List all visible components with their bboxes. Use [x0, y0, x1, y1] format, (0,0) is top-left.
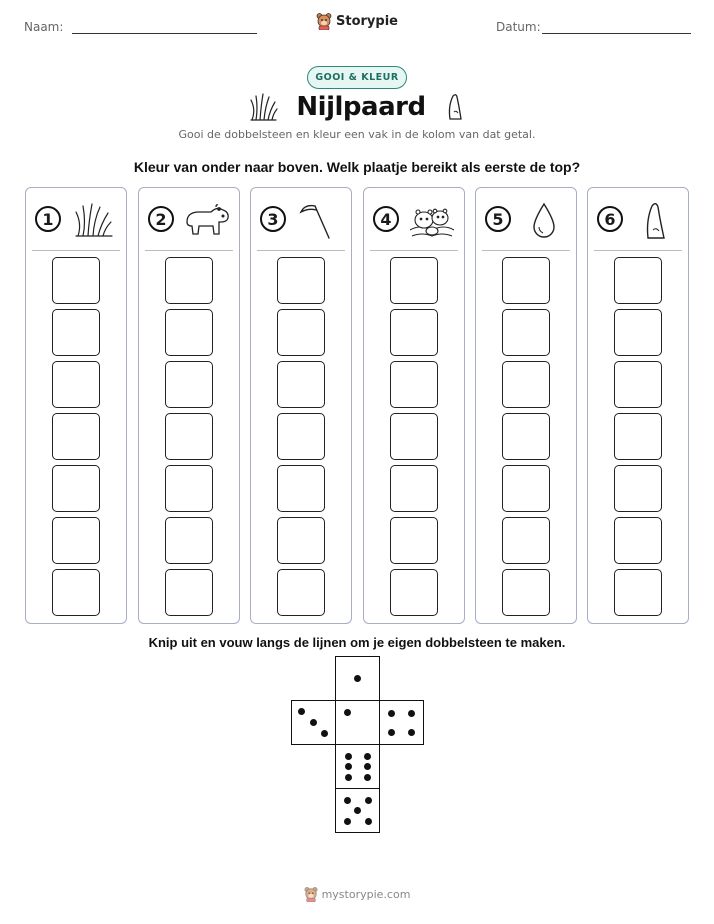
tooth-icon	[632, 200, 680, 240]
color-cell[interactable]	[502, 413, 550, 460]
color-cell[interactable]	[390, 309, 438, 356]
dice-pip	[354, 675, 361, 682]
color-cell[interactable]	[614, 517, 662, 564]
dice-face-6	[335, 744, 380, 789]
grass-icon	[248, 92, 278, 122]
color-cell[interactable]	[502, 569, 550, 616]
color-cell[interactable]	[165, 413, 213, 460]
dice-pip	[388, 729, 395, 736]
dice-pip	[345, 763, 352, 770]
dice-pip	[364, 753, 371, 760]
color-cell[interactable]	[52, 309, 100, 356]
dice-pip	[345, 774, 352, 781]
dice-pip	[344, 709, 351, 716]
dice-pip	[321, 730, 328, 737]
dice-pip	[364, 774, 371, 781]
dice-pip	[298, 708, 305, 715]
dice-pip	[345, 753, 352, 760]
color-cell[interactable]	[277, 309, 325, 356]
dice-face-1	[335, 700, 380, 745]
dice-pip	[365, 797, 372, 804]
footer	[0, 886, 714, 902]
title-row	[0, 92, 714, 122]
name-label: Naam:	[24, 20, 64, 34]
column-3	[250, 187, 352, 624]
color-cell[interactable]	[52, 257, 100, 304]
dice-pip	[344, 818, 351, 825]
column-2	[138, 187, 240, 624]
column-6	[587, 187, 689, 624]
scythe-icon	[295, 200, 343, 240]
column-number: 5	[485, 206, 511, 232]
date-label: Datum:	[496, 20, 541, 34]
category-badge: GOOI & KLEUR	[307, 66, 407, 89]
dice-face-5	[335, 788, 380, 833]
color-cell[interactable]	[390, 361, 438, 408]
color-cell[interactable]	[52, 361, 100, 408]
dice-pip	[354, 807, 361, 814]
cut-instruction: Knip uit en vouw langs de lijnen om je eigen dobbelsteen te maken.	[148, 635, 566, 650]
column-number: 3	[260, 206, 286, 232]
color-cell[interactable]	[614, 569, 662, 616]
water-drop-icon	[520, 200, 568, 240]
color-cell[interactable]	[502, 309, 550, 356]
column-divider	[482, 250, 570, 251]
color-cell[interactable]	[614, 361, 662, 408]
column-number: 2	[148, 206, 174, 232]
color-cell[interactable]	[502, 361, 550, 408]
color-cell[interactable]	[277, 257, 325, 304]
color-cell[interactable]	[390, 517, 438, 564]
color-cell[interactable]	[502, 465, 550, 512]
color-cell[interactable]	[52, 517, 100, 564]
color-cell[interactable]	[165, 361, 213, 408]
color-cell[interactable]	[277, 361, 325, 408]
color-cell[interactable]	[390, 257, 438, 304]
color-cell[interactable]	[165, 517, 213, 564]
dice-face-3	[291, 700, 336, 745]
color-cell[interactable]	[502, 257, 550, 304]
color-cell[interactable]	[614, 309, 662, 356]
page-title: Nijlpaard	[296, 92, 426, 122]
column-divider	[594, 250, 682, 251]
color-cell[interactable]	[277, 569, 325, 616]
color-cell[interactable]	[165, 257, 213, 304]
color-cell[interactable]	[614, 257, 662, 304]
column-divider	[370, 250, 458, 251]
dice-pip	[310, 719, 317, 726]
color-cell[interactable]	[52, 569, 100, 616]
color-cell[interactable]	[52, 413, 100, 460]
hippo-icon	[183, 200, 231, 240]
dice-pip	[408, 710, 415, 717]
color-cell[interactable]	[390, 569, 438, 616]
bear-logo-icon	[304, 886, 318, 902]
color-cell[interactable]	[165, 309, 213, 356]
column-4	[363, 187, 465, 624]
color-cell[interactable]	[502, 517, 550, 564]
footer-url[interactable]: mystorypie.com	[321, 887, 411, 901]
dice-pip	[365, 818, 372, 825]
column-divider	[145, 250, 233, 251]
color-cell[interactable]	[277, 413, 325, 460]
column-number: 4	[373, 206, 399, 232]
instructions: Gooi de dobbelsteen en kleur een vak in de kolom van dat getal.	[178, 128, 536, 141]
dice-face-1	[335, 656, 380, 701]
column-5	[475, 187, 577, 624]
color-cell[interactable]	[165, 569, 213, 616]
color-cell[interactable]	[277, 465, 325, 512]
dice-pip	[408, 729, 415, 736]
dice-pip	[388, 710, 395, 717]
brand-header	[0, 12, 714, 35]
question: Kleur van onder naar boven. Welk plaatje bereikt als eerste de top?	[133, 159, 581, 175]
brand-name: Storypie	[336, 13, 398, 29]
dice-face-4	[379, 700, 424, 745]
color-cell[interactable]	[52, 465, 100, 512]
hippo-family-icon	[408, 200, 456, 240]
column-divider	[257, 250, 345, 251]
color-cell[interactable]	[390, 465, 438, 512]
color-cell[interactable]	[277, 517, 325, 564]
color-cell[interactable]	[390, 413, 438, 460]
dice-pip	[344, 797, 351, 804]
color-cell[interactable]	[614, 465, 662, 512]
column-number: 6	[597, 206, 623, 232]
grass-icon	[70, 200, 118, 240]
column-number: 1	[35, 206, 61, 232]
tooth-icon	[444, 92, 466, 122]
color-cell[interactable]	[165, 465, 213, 512]
column-1	[25, 187, 127, 624]
column-divider	[32, 250, 120, 251]
dice-pip	[364, 763, 371, 770]
bear-logo-icon	[316, 12, 332, 30]
color-cell[interactable]	[614, 413, 662, 460]
